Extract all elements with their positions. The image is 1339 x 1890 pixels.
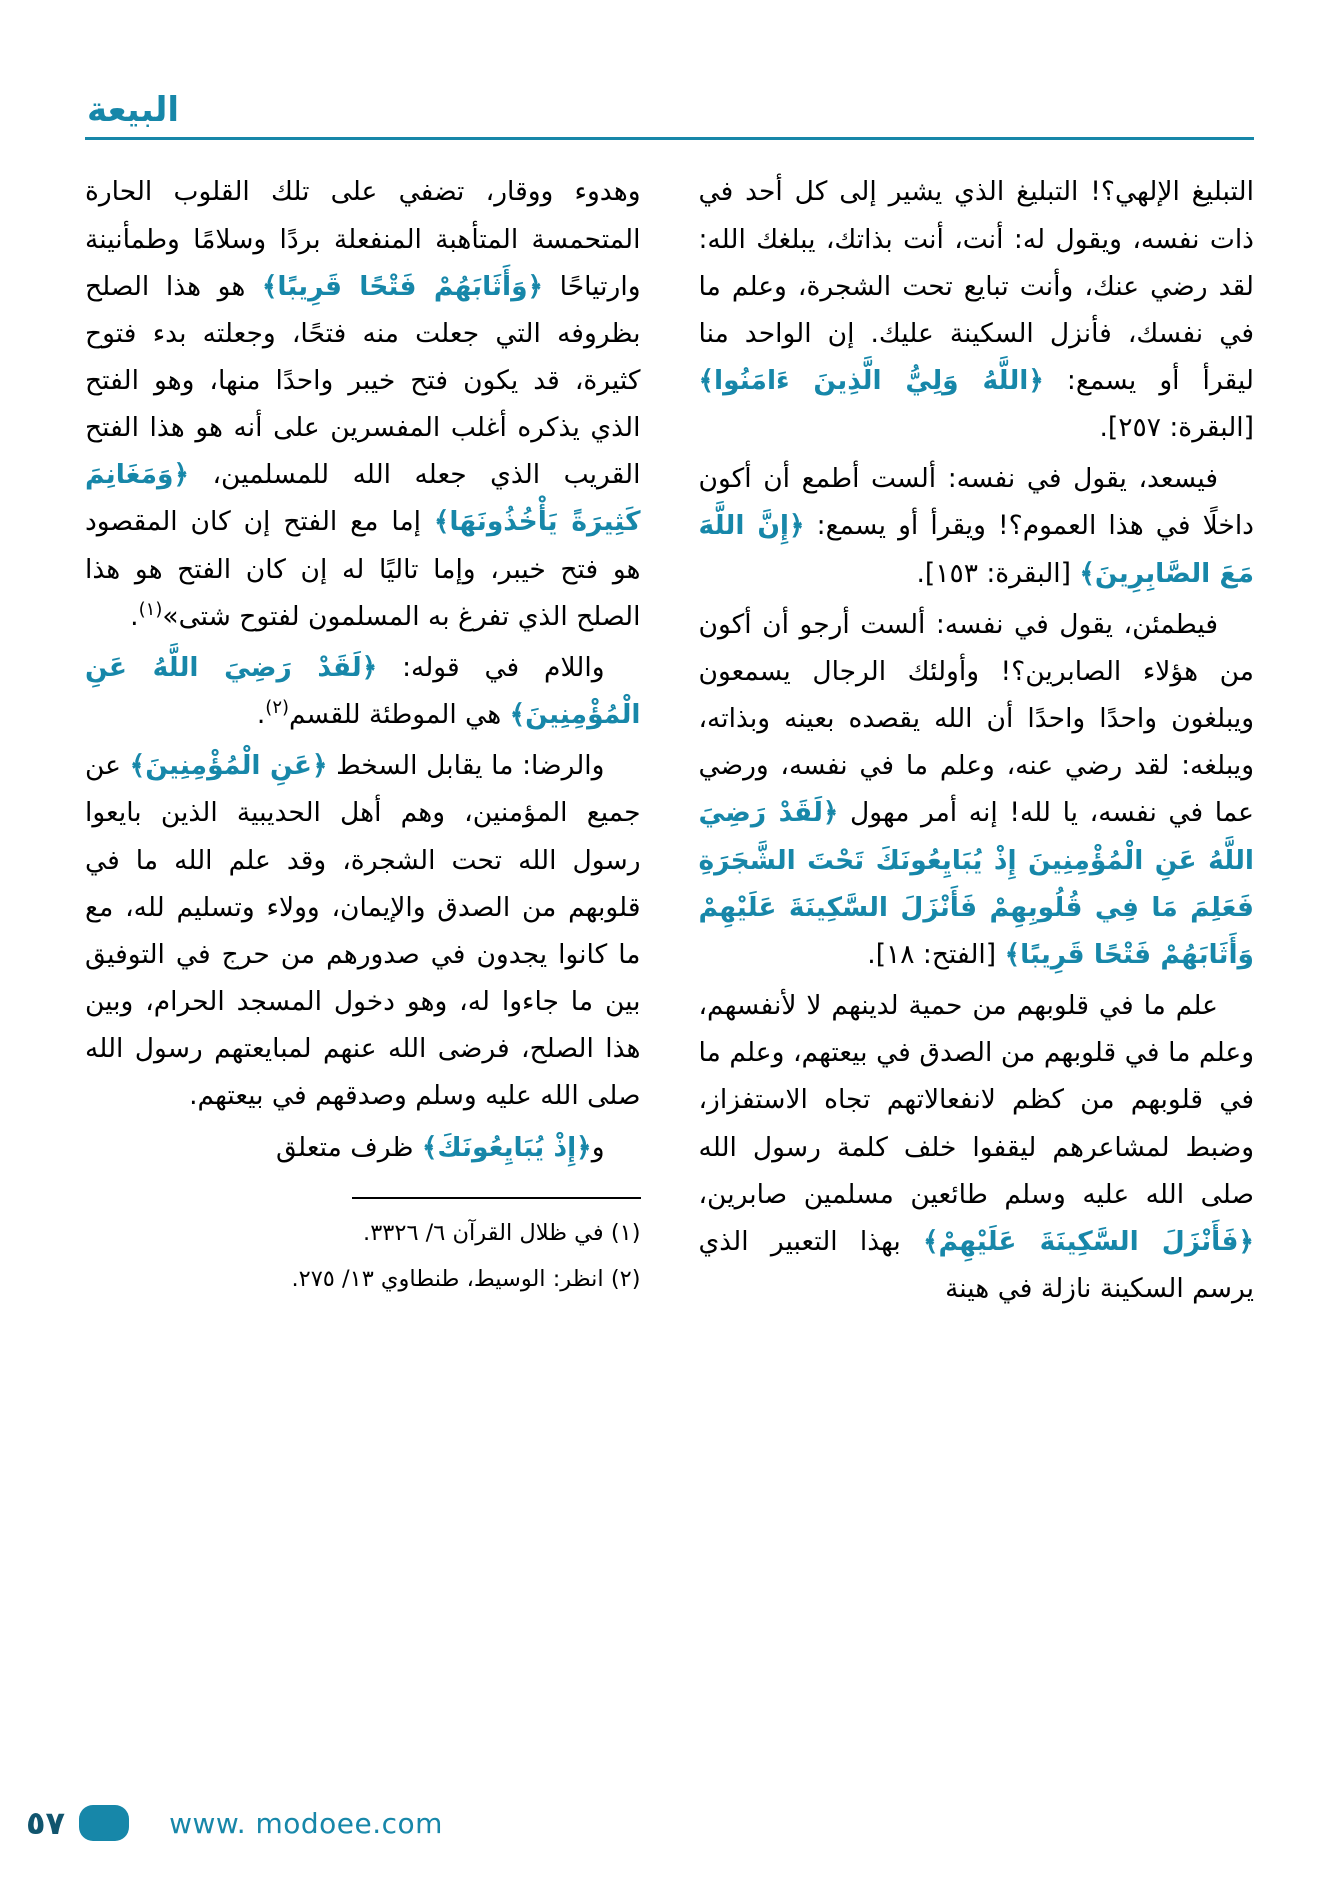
footnote-item: (٢) انظر: الوسيط، طنطاوي ١٣/ ٢٧٥. (291, 1266, 641, 1293)
paragraph (85, 1124, 641, 1171)
quran-quote: ﴿لَقَدْ رَضِيَ اللَّهُ عَنِ الْمُؤْمِنِينَ إِذْ يُبَايِعُونَكَ تَحْتَ الشَّجَرَةِ فَعَلِمَ مَا فِي قُلُوبِهِمْ فَأَنْزَلَ السَّكِينَةَ عَلَيْهِمْ وَأَثَابَهُمْ فَتْحًا قَرِيبًا﴾ (698, 797, 1254, 970)
footnote-item: (١) في ظلال القرآن ٦/ ٣٣٢٦. (363, 1219, 641, 1246)
paragraph (85, 742, 641, 1119)
body-text: علم ما في قلوبهم من حمية لدينهم لا لأنفسهم، وعلم ما في قلوبهم من الصدق في بيعتهم، وعلم ما في قلوبهم من كظم لانفعالاتهم تجاه الاستفزاز، وضبط لمشاعرهم ليقفوا خلف كلمة رسول الله صلى الله عليه وسلم طائعين مسلمين صابرين، (698, 990, 1254, 1210)
header-divider (85, 137, 1254, 140)
quran-quote: ﴿إِنَّ اللَّهَ مَعَ الصَّابِرِينَ﴾ (698, 510, 1254, 589)
quran-quote: ﴿وَأَثَابَهُمْ فَتْحًا قَرِيبًا﴾ (261, 270, 544, 302)
footer-accent-bar (79, 1805, 129, 1841)
body-text: والرضا: ما يقابل السخط (327, 750, 605, 782)
quran-quote: ﴿لَقَدْ رَضِيَ اللَّهُ عَنِ الْمُؤْمِنِينَ﴾ (85, 651, 641, 731)
paragraph (699, 982, 1255, 1312)
footnote-ref: (٢) (265, 697, 290, 719)
footnotes (85, 1197, 641, 1300)
body-text: إما مع الفتح إن كان المقصود هو فتح خيبر، وإما تاليًا له إن كان الفتح هو هذا الصلح الذي تفرغ به المسلمون لفتوح شتى» (85, 506, 641, 632)
body-text: فيطمئن، يقول في نفسه: ألست أرجو أن أكون من هؤلاء الصابرين؟! وأولئك الرجال يسمعون ويبلغون واحدًا واحدًا أن الله يقصده بعينه وبذاته، ويبلغه: لقد رضي عنه، وعلم ما في نفسه، ورضي عما في نفسه، يا لله! إنه أمر مهول (698, 608, 1254, 829)
page-number: ٥٧ (26, 1804, 66, 1842)
body-text: و (591, 1131, 605, 1163)
body-text: . (256, 699, 266, 731)
paragraph (85, 168, 641, 640)
body-text: [البقرة: ١٥٣]. (916, 557, 1080, 589)
paragraph (85, 644, 641, 738)
page-header-title: البيعة (87, 90, 179, 130)
body-text: هو هذا الصلح بظروفه التي جعلت منه فتحًا، وجعلته بدء فتوح كثيرة، قد يكون فتح خيبر واحدًا منها، وهو الفتح الذي يذكره أغلب المفسرين على أنه هو هذا الفتح القريب الذي جعله الله للمسلمين، (85, 270, 641, 491)
body-text: [الفتح: ١٨]. (867, 938, 1005, 970)
body-text: عن جميع المؤمنين، وهم أهل الحديبية الذين بايعوا رسول الله تحت الشجرة، وقد علم الله ما في قلوبهم من الصدق والإيمان، وولاء وتسليم لله، مع ما كانوا يجدون في صدورهم من حرج في التوفيق بين ما جاءوا له، وهو دخول المسجد الحرام، وبين هذا الصلح، فرضى الله عنهم لمبايعتهم رسول الله صلى الله عليه وسلم وصدقهم في بيعتهم. (85, 750, 641, 1112)
content-columns (85, 168, 1254, 1638)
footnote-divider (352, 1197, 641, 1199)
body-text: بهذا التعبير الذي يرسم السكينة نازلة في هينة (698, 1225, 1254, 1304)
website-text: www. modoee.com (169, 1806, 443, 1840)
body-text: وهدوء ووقار، تضفي على تلك القلوب الحارة المتحمسة المتأهبة المنفعلة بردًا وسلامًا وطمأنينة وارتياحًا (85, 176, 641, 302)
body-text: واللام في قوله: (377, 651, 605, 683)
body-text: [البقرة: ٢٥٧]. (1099, 412, 1254, 444)
quran-quote: ﴿عَنِ الْمُؤْمِنِينَ﴾ (129, 750, 328, 782)
body-text: هي الموطئة للقسم (289, 699, 510, 731)
paragraph (699, 168, 1255, 451)
quran-quote: ﴿إِذْ يُبَايِعُونَكَ﴾ (421, 1131, 592, 1163)
page-header (85, 92, 1254, 140)
body-text: ظرف متعلق (275, 1131, 422, 1163)
footnote-ref: (١) (138, 598, 163, 620)
paragraph (699, 601, 1255, 978)
quran-quote: ﴿وَمَغَانِمَ كَثِيرَةً يَأْخُذُونَهَا﴾ (85, 459, 641, 538)
paragraph (699, 455, 1255, 596)
body-text: التبليغ الإلهي؟! التبليغ الذي يشير إلى كل أحد في ذات نفسه، ويقول له: أنت، أنت بذاتك، يبلغك الله: لقد رضي عنك، وأنت تبايع تحت الشجرة، وعلم ما في نفسك، فأنزل السكينة عليك. إن الواحد منا ليقرأ أو يسمع: (698, 176, 1254, 397)
body-text: فيسعد، يقول في نفسه: ألست أطمع أن أكون داخلًا في هذا العموم؟! ويقرأ أو يسمع: (698, 463, 1254, 542)
column-right (699, 168, 1255, 1316)
body-text: . (130, 600, 139, 632)
quran-quote: ﴿اللَّهُ وَلِيُّ الَّذِينَ ءَامَنُوا﴾ (698, 365, 1044, 397)
page-footer (0, 1804, 1339, 1842)
quran-quote: ﴿فَأَنْزَلَ السَّكِينَةَ عَلَيْهِمْ﴾ (923, 1225, 1254, 1257)
column-left (85, 168, 641, 1305)
